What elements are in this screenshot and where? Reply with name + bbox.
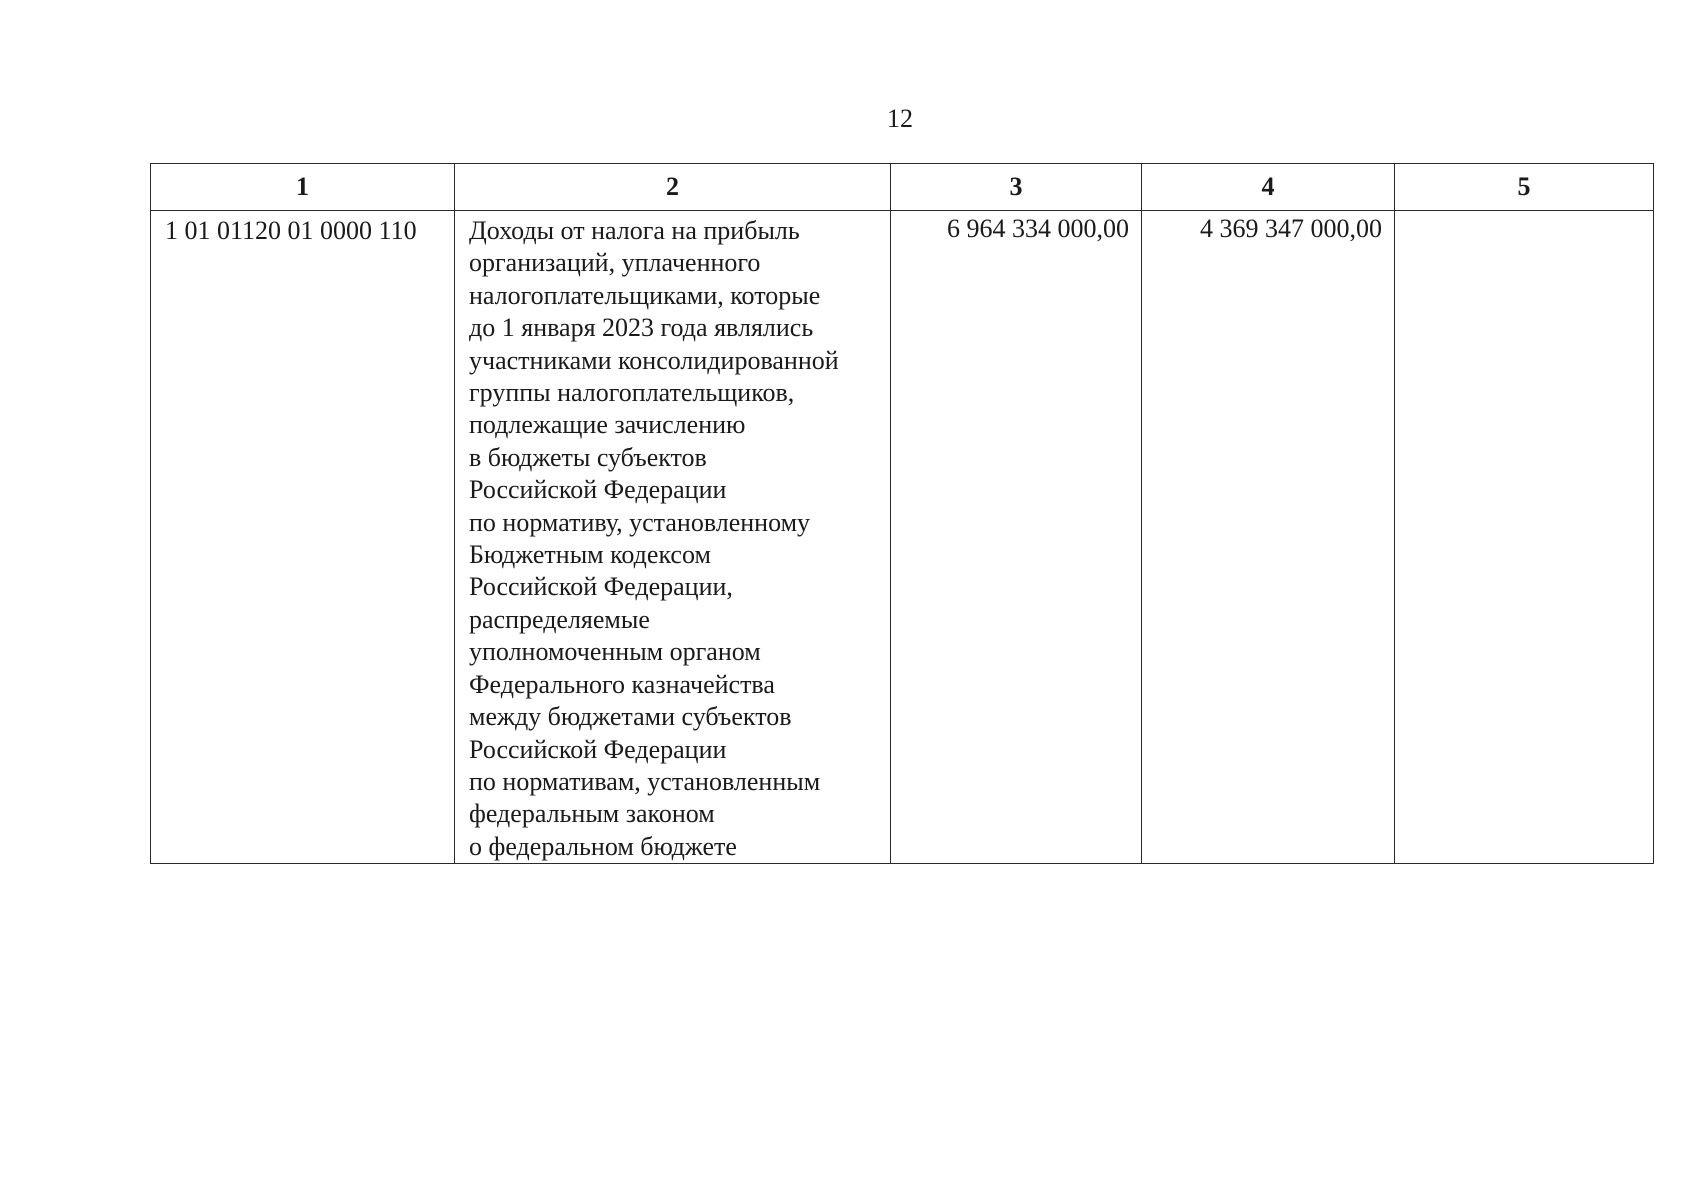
- description-line: организаций, уплаченного: [469, 248, 761, 278]
- column-header-3: 3: [891, 164, 1142, 211]
- description-line: подлежащие зачислению: [469, 410, 746, 440]
- budget-classification-code: 1 01 01120 01 0000 110: [151, 211, 455, 864]
- description-line: Федерального казначейства: [469, 669, 775, 699]
- description-line: федеральным законом: [469, 799, 715, 829]
- table-header-row: [151, 164, 1654, 211]
- description-line: Российской Федерации: [469, 734, 727, 764]
- description-line: Бюджетным кодексом: [469, 540, 711, 570]
- page-number: 12: [887, 104, 913, 133]
- amount-column-4: 4 369 347 000,00: [1142, 211, 1395, 864]
- column-header-1: 1: [151, 164, 455, 211]
- description-line: участниками консолидированной: [469, 345, 839, 375]
- amount-column-3: 6 964 334 000,00: [891, 211, 1142, 864]
- description-line: группы налогоплательщиков,: [469, 378, 795, 408]
- description-line: распределяемые: [469, 604, 650, 634]
- description-line: уполномоченным органом: [469, 637, 761, 667]
- revenue-table: [150, 163, 1654, 864]
- description-line: о федеральном бюджете: [469, 831, 737, 861]
- description-line: по нормативу, установленному: [469, 507, 811, 537]
- description-line: Российской Федерации,: [469, 572, 733, 602]
- description-line: в бюджеты субъектов: [469, 442, 707, 472]
- table-row: [151, 211, 1654, 864]
- description-line: Российской Федерации: [469, 475, 727, 505]
- description-line: налогоплательщиками, которые: [469, 280, 821, 310]
- description-line: по нормативам, установленным: [469, 766, 821, 796]
- description-line: Доходы от налога на прибыль: [469, 216, 800, 245]
- revenue-description: [455, 211, 891, 864]
- description-line: между бюджетами субъектов: [469, 702, 792, 732]
- column-header-2: 2: [455, 164, 891, 211]
- column-header-5: 5: [1395, 164, 1654, 211]
- description-line: до 1 января 2023 года являлись: [469, 313, 814, 343]
- amount-column-5: [1395, 211, 1654, 864]
- column-header-4: 4: [1142, 164, 1395, 211]
